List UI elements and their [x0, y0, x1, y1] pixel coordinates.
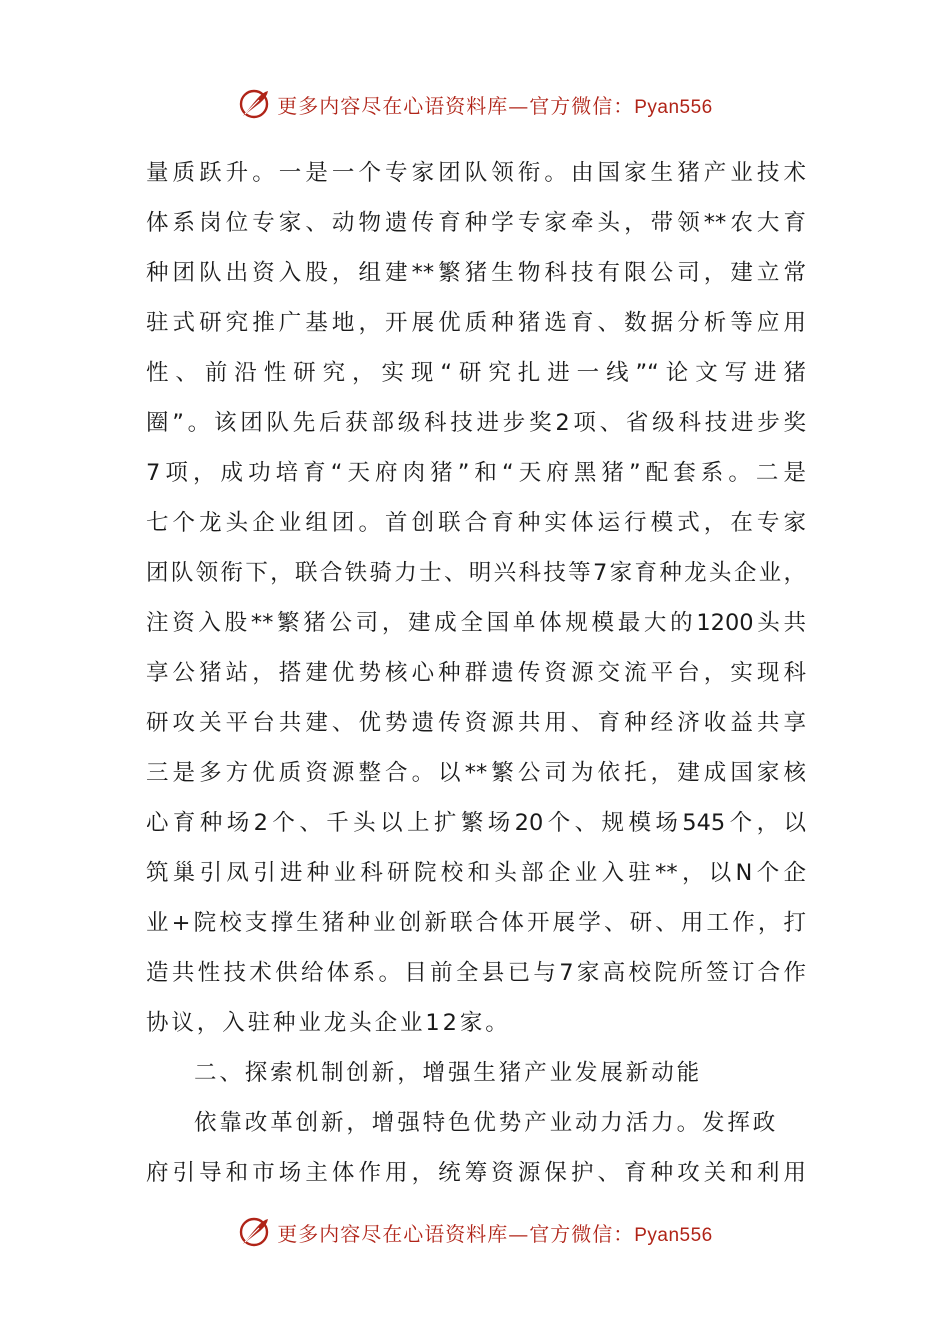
- quill-pen-logo-icon: [237, 1215, 271, 1249]
- body-line: 驻式研究推广基地，开展优质种猪选育、数据分析等应用: [146, 310, 806, 336]
- body-line: 造共性技术供给体系。目前全县已与7家高校院所签订合作: [146, 960, 806, 986]
- body-line: 三是多方优质资源整合。以**繁公司为依托，建成国家核: [146, 760, 806, 786]
- header-banner-text: 更多内容尽在心语资料库—官方微信：Pyan556: [277, 93, 713, 118]
- document-body: [146, 148, 806, 1198]
- body-line: 注资入股**繁猪公司，建成全国单体规模最大的1200头共: [146, 610, 806, 636]
- body-line: 业+院校支撑生猪种业创新联合体开展学、研、用工作，打: [146, 910, 806, 936]
- body-line: 筑巢引凤引进种业科研院校和头部企业入驻**，以N个企: [146, 860, 806, 886]
- body-line: 性、前沿性研究，实现“研究扎进一线”“论文写进猪: [146, 360, 806, 386]
- header-banner-inner: [237, 87, 713, 121]
- body-line: 心育种场2个、千头以上扩繁场20个、规模场545个，以: [146, 810, 806, 836]
- body-line: 种团队出资入股，组建**繁猪生物科技有限公司，建立常: [146, 260, 806, 286]
- footer-banner: [0, 1212, 950, 1252]
- body-line: 体系岗位专家、动物遗传育种学专家牵头，带领**农大育: [146, 210, 806, 236]
- body-line: 研攻关平台共建、优势遗传资源共用、育种经济收益共享: [146, 710, 806, 736]
- paragraph-first-line: 依靠改革创新，增强特色优势产业动力活力。发挥政: [194, 1110, 779, 1136]
- header-banner-contact: Pyan556: [634, 96, 713, 118]
- footer-banner-contact: Pyan556: [634, 1224, 713, 1246]
- body-line: 量质跃升。一是一个专家团队领衔。由国家生猪产业技术: [146, 160, 806, 186]
- body-line: 七个龙头企业组团。首创联合育种实体运行模式，在专家: [146, 510, 806, 536]
- footer-banner-inner: [237, 1215, 713, 1249]
- body-line: 圈”。该团队先后获部级科技进步奖2项、省级科技进步奖: [146, 410, 806, 436]
- header-banner: [0, 84, 950, 124]
- footer-banner-text: 更多内容尽在心语资料库—官方微信：Pyan556: [277, 1221, 713, 1246]
- section-heading: 二、探索机制创新，增强生猪产业发展新动能: [194, 1060, 703, 1086]
- body-line: 7项，成功培育“天府肉猪”和“天府黑猪”配套系。二是: [146, 460, 806, 486]
- quill-pen-logo-icon: [237, 87, 271, 121]
- body-line: 协议，入驻种业龙头企业12家。: [146, 1010, 511, 1036]
- body-line: 团队领衔下，联合铁骑力士、明兴科技等7家育种龙头企业，: [146, 560, 806, 586]
- paragraph-line: 府引导和市场主体作用，统筹资源保护、育种攻关和利用: [146, 1160, 806, 1186]
- body-line: 享公猪站，搭建优势核心种群遗传资源交流平台，实现科: [146, 660, 806, 686]
